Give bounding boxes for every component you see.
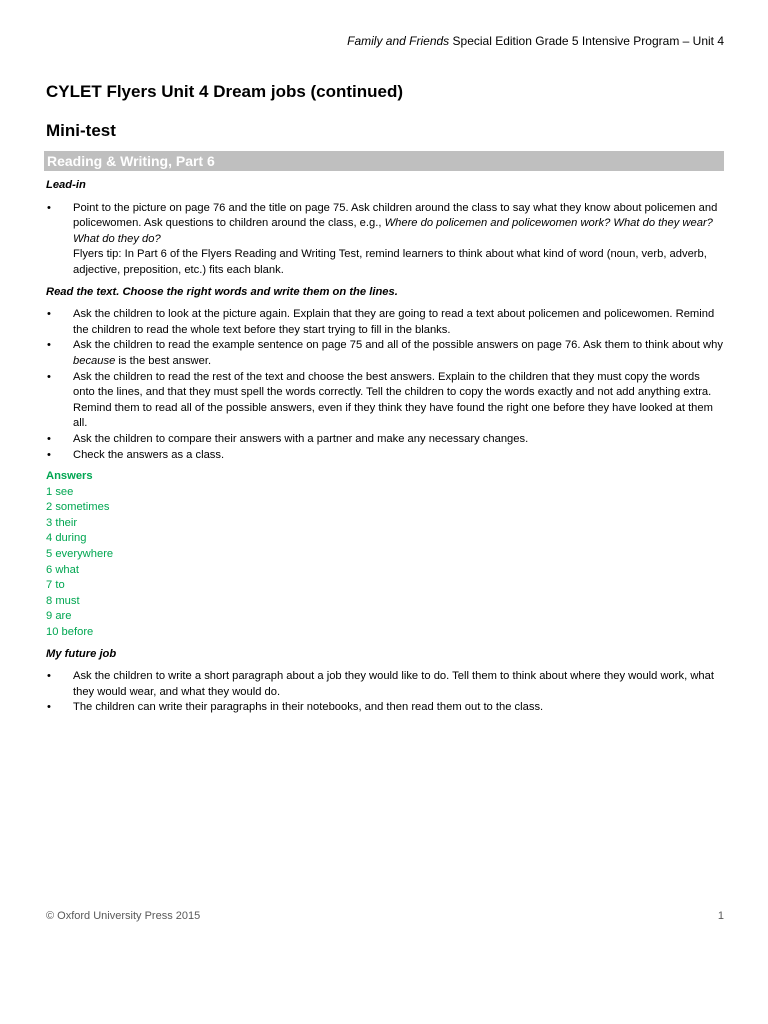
answer-item: 9 are [46, 610, 72, 623]
answers-title: Answers [46, 470, 93, 483]
read-bullet-2 [46, 338, 724, 369]
future-job-bullet-1: • Ask the children to write a short paragraph about a job they would like to do. Tell them to think about where they would work, what they would wear, and what they would do. [46, 669, 724, 700]
read-bullet-4: • Ask the children to compare their answers with a partner and make any necessary changes. [46, 432, 724, 448]
read-bullet-3: • Ask the children to read the rest of the text and choose the best answers. Explain to the children that they must copy the words onto the lines, and that they must spell the words correctly. Tell the children to copy the words exactly and not add anything extra. Remind them to read all of the possible answers, even if they think they have found the right one before they have looked at them all. [46, 370, 724, 432]
answer-item: 3 their [46, 516, 78, 529]
lead-in-text: Point to the picture on page 76 and the title on page 75. Ask children around the class to say what they know about policemen and policewomen. Ask questions to children around the class, e.g., [73, 201, 718, 230]
mini-test-heading: Mini-test [46, 121, 116, 140]
answer-item: 6 what [46, 563, 79, 576]
lead-in-bullet-1 [46, 201, 724, 279]
read-bullet-2-post: is the best answer. [115, 354, 212, 367]
copyright: © Oxford University Press 2015 [46, 910, 201, 922]
read-bullet-1: • Ask the children to look at the picture again. Explain that they are going to read a text about policemen and policewomen. Remind the children to read the whole text before they start trying to fill in the blanks. [46, 307, 724, 338]
content [46, 178, 724, 722]
future-job-list [46, 669, 724, 716]
read-bullet-5: • Check the answers as a class. [46, 448, 724, 464]
page-footer [46, 910, 724, 922]
header-program-info: Special Edition Grade 5 Intensive Program – Unit 4 [449, 34, 724, 48]
answer-item: 4 during [46, 532, 87, 545]
read-heading: Read the text. Choose the right words and write them on the lines. [46, 285, 398, 298]
answers-block [46, 469, 724, 641]
lead-in-questions: Where do policemen and policewomen work? What do they wear? What do they do? [73, 217, 713, 245]
read-bullet-2-pre: Ask the children to read the example sentence on page 75 and all of the possible answers on page 76. Ask them to think about why [73, 339, 723, 352]
page-number: 1 [717, 910, 724, 922]
section-banner: Reading & Writing, Part 6 [44, 151, 724, 171]
header-series-title: Family and Friends [347, 34, 450, 48]
flyers-tip: Flyers tip: In Part 6 of the Flyers Reading and Writing Test, remind learners to think about what kind of word (noun, verb, adverb, adjective, preposition, etc.) fits each blank. [73, 248, 707, 276]
answer-item: 10 before [46, 626, 94, 639]
read-list [46, 307, 724, 463]
answer-item: 7 to [46, 579, 65, 592]
answer-item: 2 sometimes [46, 501, 110, 514]
lead-in-list [46, 201, 724, 279]
read-bullet-2-italic: because [73, 354, 116, 367]
running-header [347, 34, 724, 48]
future-job-heading: My future job [46, 647, 117, 660]
page-title: CYLET Flyers Unit 4 Dream jobs (continued) [46, 82, 404, 101]
future-job-bullet-2: • The children can write their paragraphs in their notebooks, and then read them out to the class. [46, 700, 724, 716]
answer-item: 1 see [46, 485, 74, 498]
answer-item: 5 everywhere [46, 548, 114, 561]
answer-item: 8 must [46, 594, 80, 607]
lead-in-heading: Lead-in [46, 179, 86, 191]
